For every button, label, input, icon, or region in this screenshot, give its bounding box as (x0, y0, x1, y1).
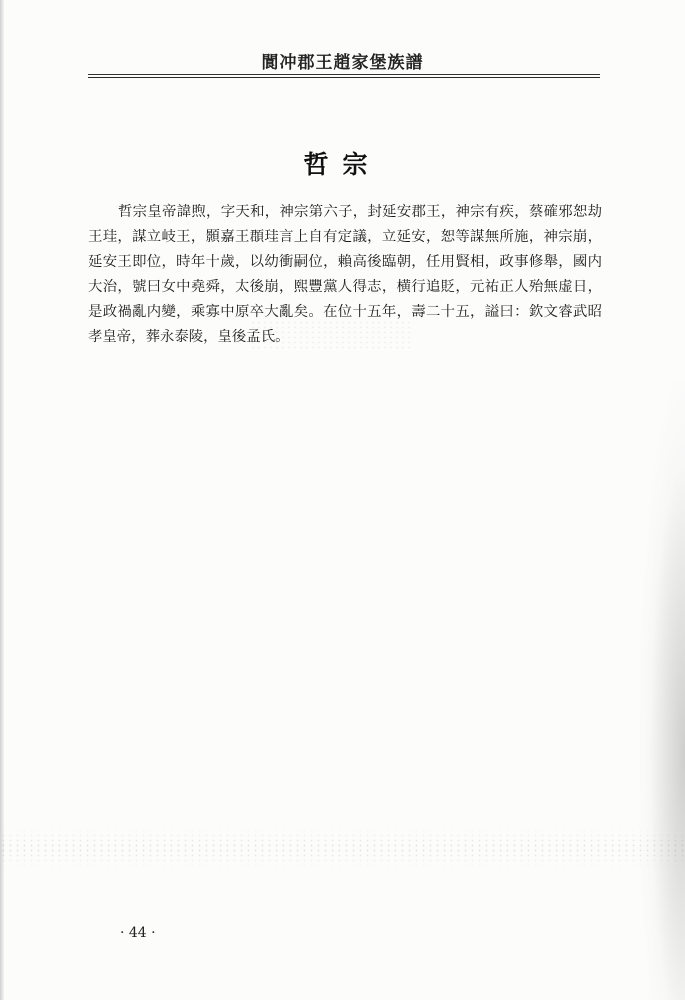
running-header-title: 閬冲郡王趙家堡族譜 (261, 53, 424, 73)
header-rule-bottom (88, 77, 600, 78)
body-paragraph: 哲宗皇帝諱煦，字天和，神宗第六子，封延安郡王，神宗有疾，蔡確邪恕劫王珪，謀立岐王，顥嘉王頵珪言上自有定議，立延安，恕等謀無所施，神宗崩，延安王即位，時年十歲，以幼衝嗣位，賴高後臨朝，任用賢相，政事修舉，國内大治，號曰女中堯舜，太後崩，熙豐黨人得志，横行追貶，元祐正人殆無虚日，是政禍亂内變，乘寡中原卒大亂矣。在位十五年，壽二十五，謚曰：欽文睿武昭孝皇帝，葬永泰陵，皇後孟氏。 (88, 204, 602, 345)
chapter-title: 哲宗 (303, 150, 382, 179)
scan-page-curl-shadow (639, 380, 685, 1000)
scan-noise-band (0, 828, 685, 868)
header-rule-top (88, 74, 600, 75)
page-number: · 44 · (120, 925, 156, 941)
